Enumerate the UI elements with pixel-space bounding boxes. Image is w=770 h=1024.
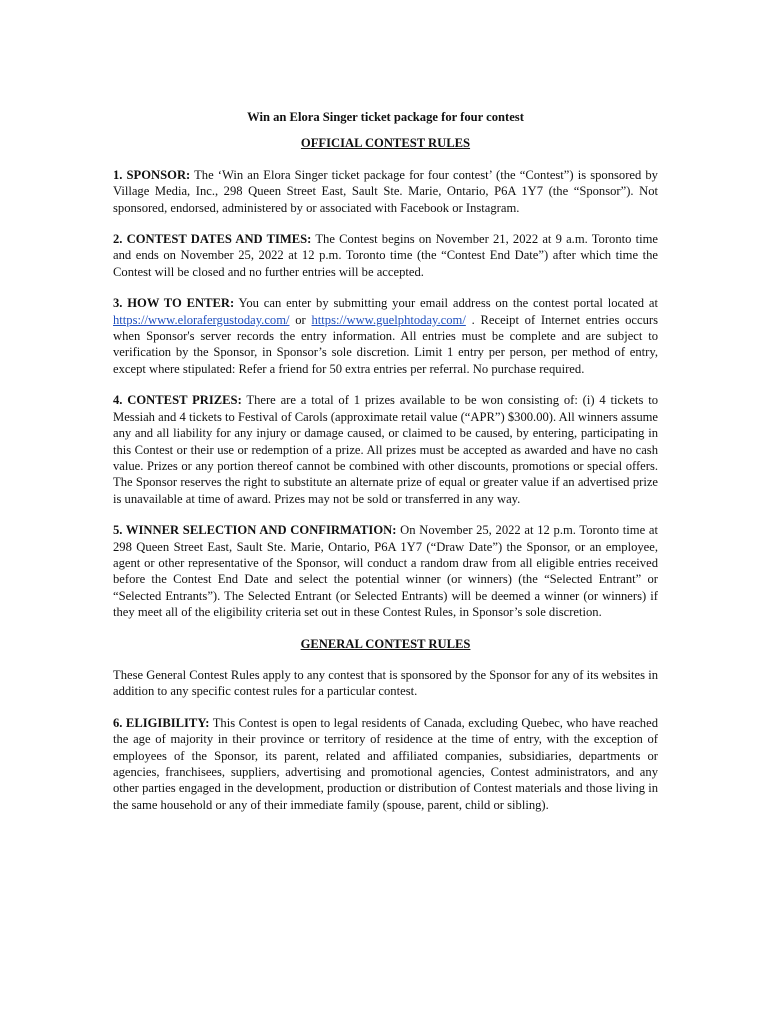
general-intro-paragraph: These General Contest Rules apply to any contest that is sponsored by the Sponsor for any of its websites in addition to any specific contest rules for a particular contest. [113, 667, 658, 699]
dates-text: The Contest begins on November 21, 2022 at 9 a.m. Toronto time and ends on November 25, 2022 at 12 p.m. Toronto time (the “Contest End Date”) after which time the Contest will be closed and no further entries will be accepted. [113, 232, 658, 279]
guelphtoday-link[interactable]: https://www.guelphtoday.com/ [311, 312, 466, 327]
eligibility-label: 6. ELIGIBILITY: [113, 715, 210, 730]
document-title: Win an Elora Singer ticket package for four contest [247, 110, 524, 124]
eligibility-paragraph [113, 715, 658, 813]
dates-label: 2. CONTEST DATES AND TIMES: [113, 232, 312, 247]
sponsor-text: The ‘Win an Elora Singer ticket package for four contest’ (the “Contest”) is sponsored by Village Media, Inc., 298 Queen Street East, Sault Ste. Marie, Ontario, P6A 1Y7 (the “Sponsor”). Not sponsored, endorsed, administered by or associated with Facebook or Instagram. [113, 167, 658, 215]
winner-label: 5. WINNER SELECTION AND CONFIRMATION: [113, 523, 397, 538]
how-to-enter-label: 3. HOW TO ENTER: [113, 296, 235, 311]
prizes-paragraph [113, 392, 658, 507]
document-page [113, 109, 658, 828]
how-to-enter-text-between: or [289, 312, 312, 327]
sponsor-paragraph [113, 167, 658, 216]
how-to-enter-text-after: . Receipt of Internet entries occurs when Sponsor's server records the entry information. All entries must be complete and are subject to verification by the Sponsor, in Sponsor’s sole discretion. Limit 1 entry per person, per method of entry, except where stipulated: Refer a friend for 50 extra entries per referral. No purchase required. [113, 312, 658, 376]
winner-text: On November 25, 2022 at 12 p.m. Toronto time at 298 Queen Street East, Sault Ste. Marie, Ontario, P6A 1Y7 (“Draw Date”) the Sponsor, or an employee, agent or other representative of the Sponsor, will conduct a random draw from all eligible entries received before the Contest End Date and select the potential winner (or winners) (the “Selected Entrant” or “Selected Entrants”). The Selected Entrant (or Selected Entrants) will be deemed a winner (or winners) if they meet all of the eligibility criteria set out in these Contest Rules, in Sponsor’s sole discretion. [113, 523, 658, 620]
prizes-text: There are a total of 1 prizes available to be won consisting of: (i) 4 tickets to Messiah and 4 tickets to Festival of Carols (approximate retail value (“APR”) $300.00). All winners assume any and all liability for any injury or damage caused, or claimed to be caused, by entering, participating in this Contest or their use or redemption of a prize. All prizes must be accepted as awarded and have no cash value. Prizes or any portion thereof cannot be combined with other discounts, promotions or special offers. The Sponsor reserves the right to substitute an alternate prize of equal or greater value if an advertised prize is unavailable at time of award. Prizes may not be sold or transferred in any way. [113, 393, 658, 506]
general-rules-heading: GENERAL CONTEST RULES [300, 636, 471, 651]
elorafergustoday-link[interactable]: https://www.elorafergustoday.com/ [113, 312, 290, 327]
official-rules-heading: OFFICIAL CONTEST RULES [300, 136, 471, 151]
prizes-label: 4. CONTEST PRIZES: [113, 393, 242, 408]
winner-paragraph [113, 522, 658, 620]
how-to-enter-text-before: You can enter by submitting your email address on the contest portal located at [234, 296, 658, 311]
sponsor-label: 1. SPONSOR: [113, 167, 191, 182]
eligibility-text: This Contest is open to legal residents of Canada, excluding Quebec, who have reached the age of majority in their province or territory of residence at the time of entry, with the exception of employees of the Sponsor, its parent, related and affiliated companies, subsidiaries, departments or agencies, franchisees, suppliers, advertising and promotional agencies, Contest administrators, and any other parties engaged in the development, production or distribution of Contest materials and those living in the same household or any of their immediate family (spouse, parent, child or sibling). [113, 715, 658, 812]
how-to-enter-paragraph [113, 295, 658, 377]
dates-paragraph [113, 231, 658, 280]
